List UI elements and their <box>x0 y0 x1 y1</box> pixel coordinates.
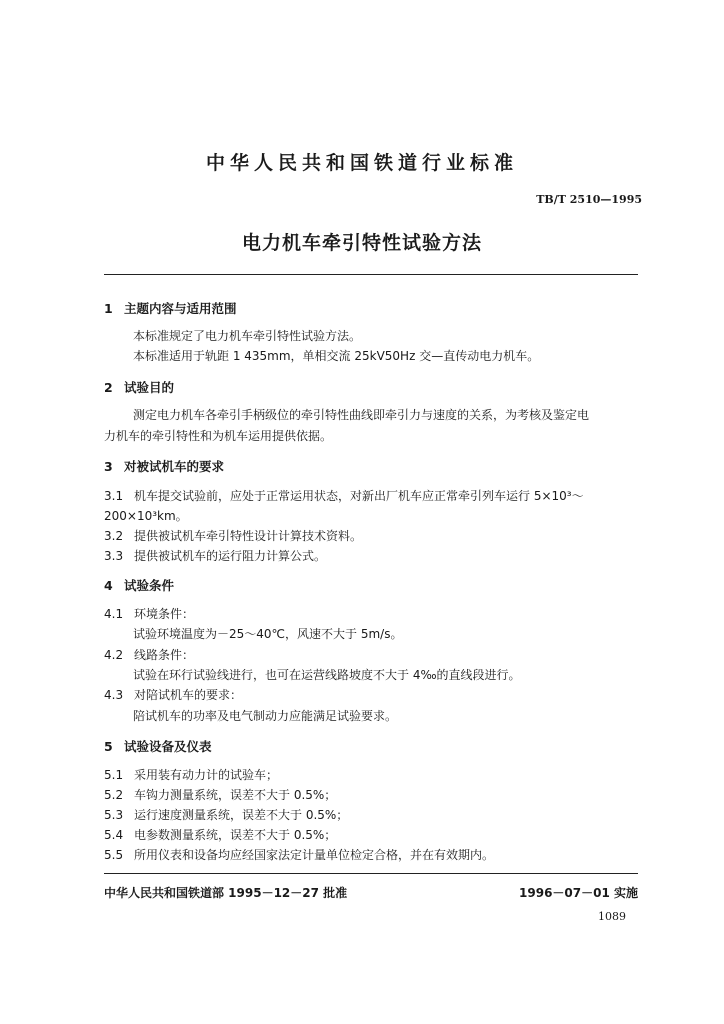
paragraph: 力机车的牵引特性和为机车运用提供依据。 <box>104 429 333 443</box>
item-number: 5.4 <box>104 828 124 842</box>
list-item <box>104 487 584 504</box>
item-number: 4.2 <box>104 648 124 662</box>
item-text: 车钩力测量系统，误差不大于 0.5%； <box>134 788 337 802</box>
approval-note: 中华人民共和国铁道部 1995－12－27 批准 <box>104 886 348 900</box>
implementation-date: 1996－07－01 实施 <box>519 886 638 900</box>
footer-divider <box>104 873 638 874</box>
item-text: 采用装有动力计的试验车； <box>134 768 279 782</box>
item-text: 环境条件： <box>134 607 195 621</box>
item-text: 机车提交试验前，应处于正常运用状态，对新出厂机车应正常牵引列车运行 5×10³～ <box>134 489 584 503</box>
list-item <box>104 547 326 564</box>
list-item <box>104 846 494 863</box>
list-item <box>104 786 336 803</box>
section-title: 试验设备及仪表 <box>124 739 212 754</box>
list-item <box>104 527 362 544</box>
standard-code: TB/T 2510—1995 <box>536 193 642 206</box>
paragraph: 试验在环行试验线进行，也可在运营线路坡度不大于 4‰的直线段进行。 <box>133 668 521 682</box>
paragraph: 本标准适用于轨距 1 435mm，单相交流 25kV50Hz 交—直传动电力机车。 <box>133 349 540 363</box>
section-number: 4 <box>104 578 113 593</box>
item-number: 5.2 <box>104 788 124 802</box>
section-2-heading <box>104 378 174 396</box>
section-title: 对被试机车的要求 <box>124 459 225 474</box>
item-text: 对陪试机车的要求： <box>134 688 243 702</box>
item-number: 4.1 <box>104 607 124 621</box>
item-text: 线路条件： <box>134 648 195 662</box>
section-number: 3 <box>104 459 113 474</box>
section-title: 试验目的 <box>124 380 175 395</box>
document-title: 电力机车牵引特性试验方法 <box>241 232 482 254</box>
list-item <box>104 826 336 843</box>
section-number: 5 <box>104 739 113 754</box>
item-text: 所用仪表和设备均应经国家法定计量单位检定合格，并在有效期内。 <box>134 848 495 862</box>
item-text: 提供被试机车的运行阻力计算公式。 <box>134 549 327 563</box>
item-text: 提供被试机车牵引特性设计计算技术资料。 <box>134 529 363 543</box>
list-item <box>104 605 194 622</box>
list-item <box>104 646 194 663</box>
item-number: 4.3 <box>104 688 124 702</box>
paragraph: 试验环境温度为－25～40℃，风速不大于 5m/s。 <box>133 627 403 641</box>
section-number: 2 <box>104 380 113 395</box>
page-number: 1089 <box>598 910 626 923</box>
section-3-heading <box>104 457 224 475</box>
section-4-heading <box>104 576 174 594</box>
section-5-heading <box>104 737 212 755</box>
item-number: 3.2 <box>104 529 124 543</box>
paragraph: 本标准规定了电力机车牵引特性试验方法。 <box>133 329 362 343</box>
item-number: 3.1 <box>104 489 124 503</box>
section-1-heading <box>104 299 237 317</box>
item-number: 5.3 <box>104 808 124 822</box>
list-item <box>104 766 278 783</box>
header-divider <box>104 274 638 275</box>
paragraph: 陪试机车的功率及电气制动力应能满足试验要求。 <box>133 709 398 723</box>
paragraph: 测定电力机车各牵引手柄级位的牵引特性曲线即牵引力与速度的关系，为考核及鉴定电 <box>133 408 590 422</box>
paragraph: 200×10³km。 <box>104 509 188 523</box>
list-item <box>104 686 242 703</box>
item-text: 电参数测量系统，误差不大于 0.5%； <box>134 828 337 842</box>
section-number: 1 <box>104 301 113 316</box>
section-title: 主题内容与适用范围 <box>124 301 237 316</box>
item-text: 运行速度测量系统，误差不大于 0.5%； <box>134 808 349 822</box>
section-title: 试验条件 <box>124 578 175 593</box>
item-number: 5.1 <box>104 768 124 782</box>
list-item <box>104 806 348 823</box>
item-number: 5.5 <box>104 848 124 862</box>
item-number: 3.3 <box>104 549 124 563</box>
standard-title: 中华人民共和国铁道行业标准 <box>205 152 518 174</box>
